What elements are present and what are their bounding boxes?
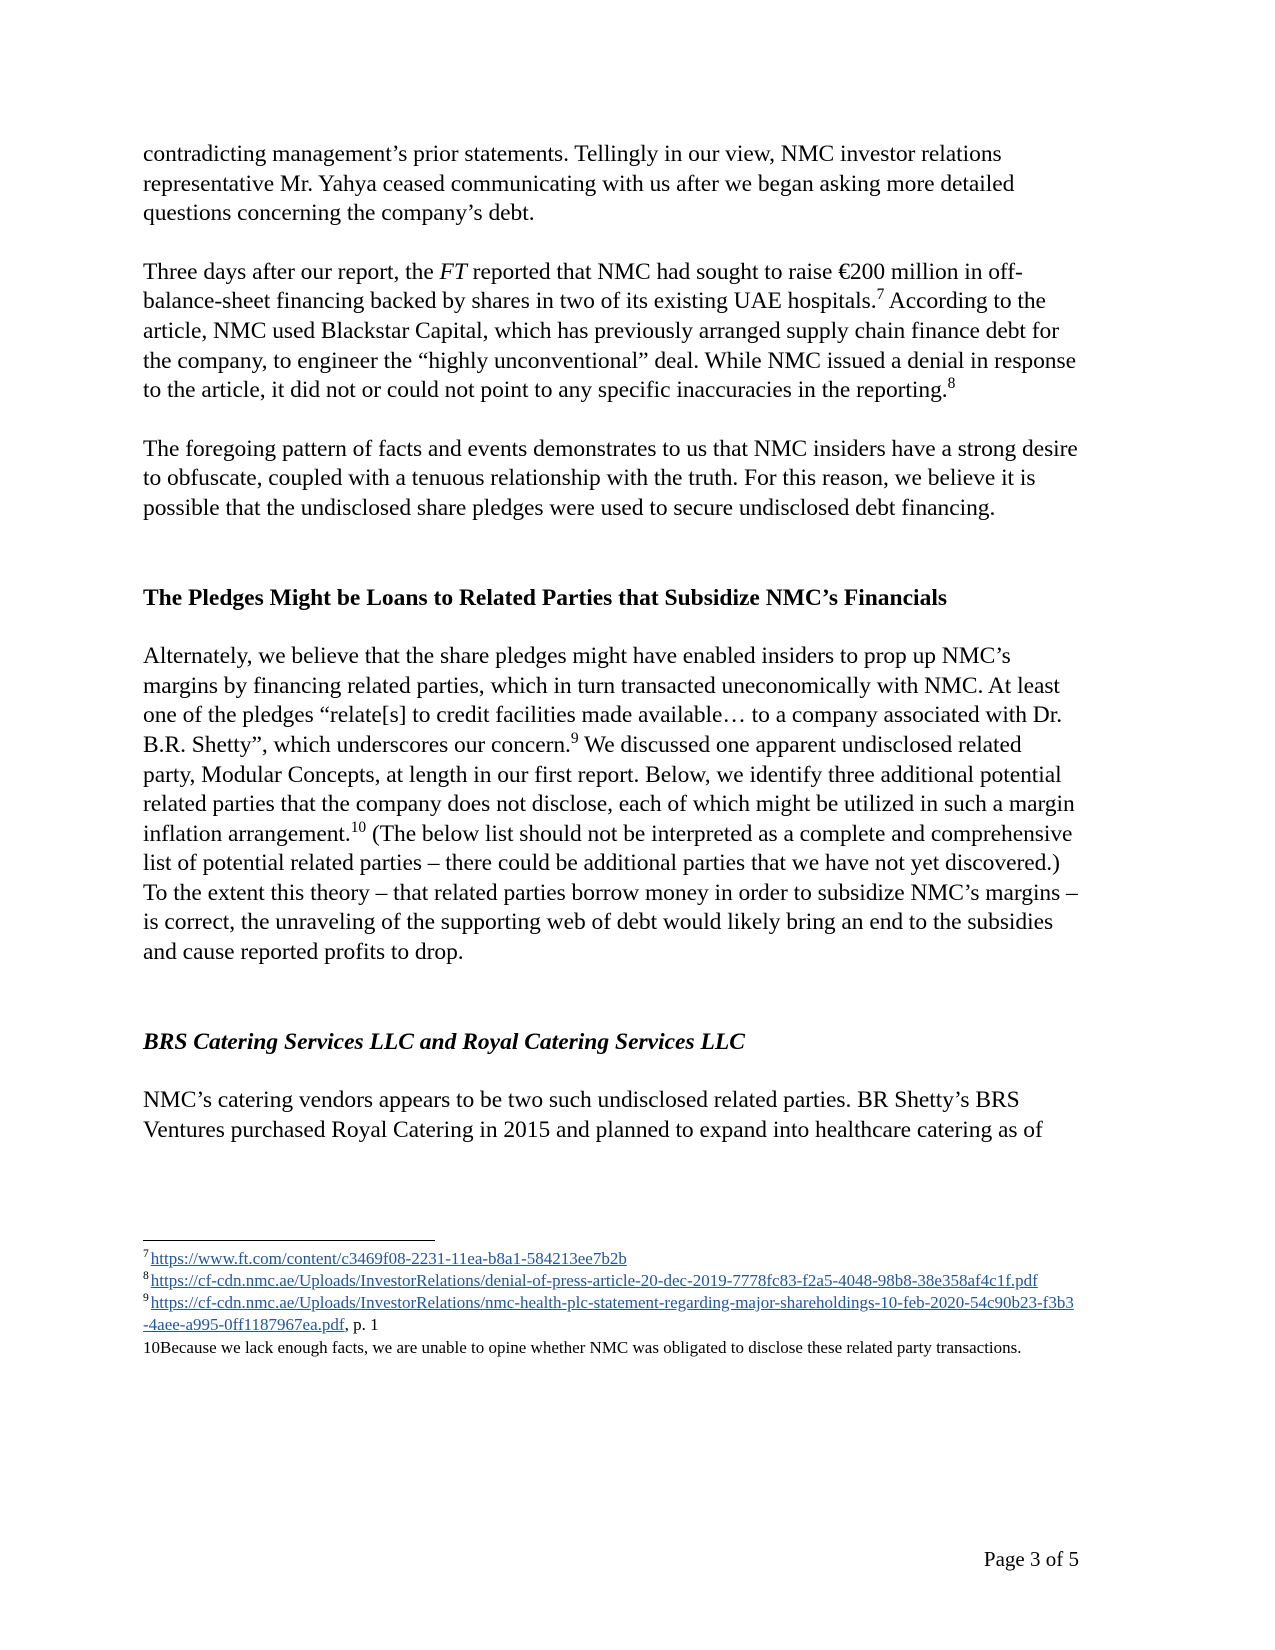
footnote-8-number: 8 xyxy=(143,1269,149,1283)
paragraph-2-part-a: Three days after our report, the xyxy=(143,258,440,285)
footnote-9-link[interactable]: https://cf-cdn.nmc.ae/Uploads/InvestorRelations/nmc-health-plc-statement-regarding-major-shareholdings-10-feb-2020-54c90b23-f3b3-4aee-a995-0ff1187967ea.pdf xyxy=(143,1293,1074,1334)
footnote-10 xyxy=(143,1336,1079,1359)
paragraph-1: contradicting management’s prior statements. Tellingly in our view, NMC investor relations representative Mr. Yahya ceased communicating with us after we began asking more detailed questions concerning the company’s debt. xyxy=(143,141,1015,227)
paragraph-2-part-b: reported that NMC had sought to raise €200 million in off-balance-sheet financing backed by shares in two of its existing UAE hospitals. xyxy=(143,258,1023,315)
ft-italic-reference: FT xyxy=(439,258,467,285)
paragraph-4-part-c: (The below list should not be interpreted as a complete and comprehensive list of potential related parties – there could be additional parties that we have not yet discovered.) To the extent this theory – that related parties borrow money in order to subsidize NMC’s margins – is correct, the unraveling of the supporting web of debt would likely bring an end to the subsidies and cause reported profits to drop. xyxy=(143,820,1078,966)
section-heading-pledges: The Pledges Might be Loans to Related Parties that Subsidize NMC’s Financials xyxy=(143,584,947,611)
page-number-footer: Page 3 of 5 xyxy=(983,1547,1079,1571)
footnote-10-text: Because we lack enough facts, we are unable to opine whether NMC was obligated to disclose these related party transactions. xyxy=(160,1338,1022,1357)
footnote-9 xyxy=(143,1292,1079,1336)
footnote-9-trailing: , p. 1 xyxy=(344,1315,379,1334)
footnote-marker-10[interactable]: 10 xyxy=(350,818,367,836)
footnote-8-link[interactable]: https://cf-cdn.nmc.ae/Uploads/InvestorRelations/denial-of-press-article-20-dec-2019-7778fc83-f2a5-4048-98b8-38e358af4c1f.pdf xyxy=(150,1271,1038,1290)
footnote-7-number: 7 xyxy=(143,1247,149,1261)
footnote-separator-rule xyxy=(143,1240,435,1241)
footnote-marker-8[interactable]: 8 xyxy=(947,375,956,393)
subheading-brs-catering: BRS Catering Services LLC and Royal Catering Services LLC xyxy=(143,1028,745,1055)
footnote-10-number: 10 xyxy=(143,1338,160,1357)
paragraph-4-part-b: We discussed one apparent undisclosed related party, Modular Concepts, at length in our first report. Below, we identify three additional potential related parties that the company does not disclose, each of which might be utilized in such a margin inflation arrangement. xyxy=(143,731,1075,847)
footnote-section xyxy=(143,1240,1079,1359)
paragraph-4 xyxy=(143,642,1079,968)
paragraph-4-part-a: Alternately, we believe that the share pledges might have enabled insiders to prop up NMC’s margins by financing related parties, which in turn transacted uneconomically with NMC. At least one of the pledges “relate[s] to credit facilities made available… to a company associated with Dr. B.R. Shetty”, which underscores our concern. xyxy=(143,643,1063,758)
footnote-9-number: 9 xyxy=(143,1291,149,1305)
paragraph-5: NMC’s catering vendors appears to be two such undisclosed related parties. BR Shetty’s BRS Ventures purchased Royal Catering in 2015 and planned to expand into healthcare catering as of xyxy=(143,1087,1043,1143)
footnote-marker-9[interactable]: 9 xyxy=(570,730,579,748)
paragraph-3: The foregoing pattern of facts and events demonstrates to us that NMC insiders have a strong desire to obfuscate, coupled with a tenuous relationship with the truth. For this reason, we believe it is possible that the undisclosed share pledges were used to secure undisclosed debt financing. xyxy=(143,435,1078,521)
footnote-marker-7[interactable]: 7 xyxy=(876,286,885,304)
footnote-7 xyxy=(143,1248,1079,1270)
footnote-7-link[interactable]: https://www.ft.com/content/c3469f08-2231-11ea-b8a1-584213ee7b2b xyxy=(150,1249,627,1268)
paragraph-2-part-c: According to the article, NMC used Blackstar Capital, which has previously arranged supply chain finance debt for the company, to engineer the “highly unconventional” deal. While NMC issued a denial in response to the article, it did not or could not point to any specific inaccuracies in the reporting. xyxy=(143,288,1076,404)
paragraph-2 xyxy=(143,258,1079,406)
footnote-8 xyxy=(143,1270,1079,1292)
